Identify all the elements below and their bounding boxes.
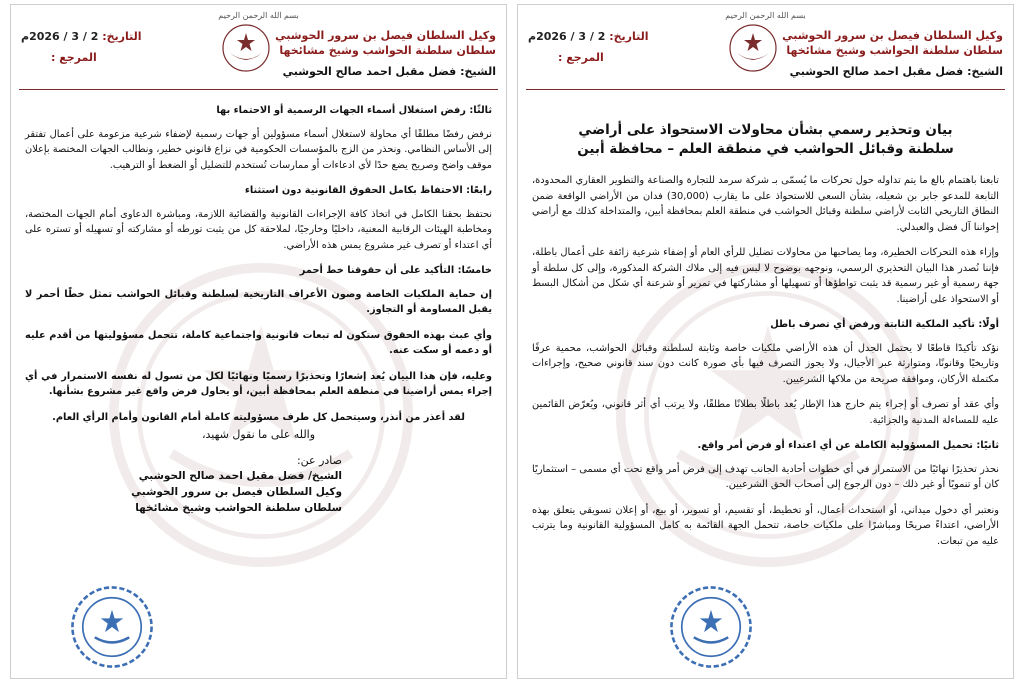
title-line-1: بيان وتحذير رسمي بشأن محاولات الاستحواذ على أراضي — [578, 122, 953, 138]
official-stamp-icon — [668, 584, 754, 670]
paragraph: وإزاء هذه التحركات الخطيرة، وما يصاحبها من محاولات تضليل للرأي العام أو إضفاء شرعية زائفة على أعمال باطلة، فإننا نُصدر هذا البيان التحذيري الرسمي، ونوجهه بوضوح لا لبس فيه إلى ملاك الشركة المذكورة، وإلى كل سلطة أو جهة رسمية أو غير رسمية قد يثبت تواطؤها أو تسهيلها أو مشاركتها في تمرير أو شرعنة أي شكل من أشكال البسط أو الاستحواذ على أراضينا. — [532, 247, 999, 305]
paragraph: وأي عقد أو تصرف أو إجراء يتم خارج هذا الإطار يُعد باطلًا بطلانًا مطلقًا، ولا يرتب أي أثر قانوني، ويُعرّض القائمين عليه للمساءلة المدنية والجزائية. — [532, 399, 999, 426]
statement-title — [532, 121, 999, 159]
letterhead — [11, 5, 506, 87]
signature-line: الشيخ/ فضل مقبل احمد صالح الحوشبي — [138, 470, 342, 482]
dagger-star-logo-icon — [221, 23, 271, 73]
paragraph: نحتفظ بحقنا الكامل في اتخاذ كافة الإجراءات القانونية والقضائية اللازمة، ومباشرة الدعاوى أمام الجهات المختصة، ومخاطبة الهيئات الرقابية المعنية، داخليًا وخارجيًا، لملاحقة كل من يثبت تورطه أو مشاركته أو تسهيله أو تستره على أي اعتداء أو تصرف غير مشروع يمس هذه الأراضي. — [25, 208, 492, 251]
paragraph: إن حماية الملكيات الخاصة وصون الأعراف التاريخية لسلطنة وقبائل الحواشب تمثل خطًا أحمر لا يقبل المساومة أو التجاوز. — [25, 288, 492, 315]
paragraph: تابعنا باهتمام بالغ ما يتم تداوله حول تحركات ما يُسمّى بـ شركة سرمد للتجارة والصناعة والتطوير العقاري المحدودة، التابعة للمدعو جابر بن شعيله، بشأن السعي للاستحواذ على ما يقارب (30,000) فدان من الأراضي الواقعة ضمن النطاق التاريخي الثابت لأراضي سلطنة وقبائل الحواشب في منطقة العلم بمحافظة أبين، والمتداخلة كذلك مع أراضي إخواننا آل فضل والعبدلي. — [532, 175, 999, 233]
reference-field: المرجع : — [51, 51, 97, 64]
section-heading: أولًا: تأكيد الملكية الثابتة ورفض أي تصرف باطل — [770, 319, 999, 330]
signature-line: وكيل السلطان فيصل بن سرور الحوشبي — [131, 486, 342, 498]
official-stamp-icon — [69, 584, 155, 670]
header-divider — [526, 89, 1005, 90]
paragraph: وعليه، فإن هذا البيان يُعد إشعارًا وتحذيرًا رسميًا ونهائيًا لكل من تسول له نفسه الاستمرار في أي إجراء يمس أراضينا في منطقة العلم بمحافظة أبين، أو يحاول فرض واقع غير مشروع بشأنها. — [25, 370, 492, 397]
paragraph: نرفض رفضًا مطلقًا أي محاولة لاستغلال أسماء مسؤولين أو جهات رسمية لإضفاء شرعية مزعومة على أعمال تفتقر إلى الأساس النظامي. ونحذر من الزج بالمؤسسات الحكومية في نزاع قانوني خطير، ونطالب الجهات المختصة بإعلان موقف واضح وصريح يضع حدًا لأي ادعاءات أو ممارسات تُستخدم للتضليل أو الضغط أو الترهيب. — [25, 128, 492, 171]
paragraph: نؤكد تأكيدًا قاطعًا لا يحتمل الجدل أن هذه الأراضي ملكيات خاصة وثابتة لسلطنة وقبائل الحواشب، محمية عرفًا وتاريخيًا وقانونًا، ومتوارثة عبر الأجيال، ولا يجوز التصرف فيها بأي صورة كانت دون سند قانوني صحيح، وإجراءات مكتملة الأركان، وموافقة صريحة من ملاكها الشرعيين. — [532, 342, 999, 385]
section-heading: ثانيًا: تحميل المسؤولية الكاملة عن أي اعتداء أو فرض أمر واقع. — [697, 440, 999, 451]
dagger-star-logo-icon — [728, 23, 778, 73]
date-field: التاريخ: 2 / 3 / 2026م — [21, 30, 142, 43]
title-line-2: سلطنة وقبائل الحواشب في منطقة العلم – محافظة أبين — [577, 141, 954, 157]
paragraph: وأي عبث بهذه الحقوق ستكون له تبعات قانونية واجتماعية كاملة، تتحمل مسؤوليتها من أقدم عليه أو دعمه أو سكت عنه. — [25, 329, 492, 356]
section-heading: خامسًا: التأكيد على أن حقوقنا خط أحمر — [299, 265, 492, 276]
section-heading: رابعًا: الاحتفاظ بكامل الحقوق القانونية دون استثناء — [244, 185, 492, 196]
reference-field: المرجع : — [558, 51, 604, 64]
letterhead-line-1: وكيل السلطان فيصل بن سرور الحوشبي — [275, 29, 496, 42]
header-divider — [19, 89, 498, 90]
document-body — [532, 115, 999, 559]
date-field: التاريخ: 2 / 3 / 2026م — [528, 30, 649, 43]
letterhead-line-2: سلطان سلطنة الحواشب وشيخ مشائخها — [786, 44, 1003, 57]
signature-line: سلطان سلطنة الحواشب وشيخ مشائخها — [135, 502, 342, 514]
document-body — [25, 103, 492, 516]
paragraph: ونعتبر أي دخول ميداني، أو استحداث أعمال، أو تخطيط، أو تقسيم، أو تسوير، أو بيع، أو إعلان تسويقي يتعلق بهذه الأراضي، اعتداءً صريحًا ومباشرًا على ملكيات خاصة، تتحمل الجهة القائمة به كامل المسؤولية القانونية وما يترتب عليه من تبعات. — [532, 504, 999, 547]
document-page-1 — [517, 4, 1014, 679]
paragraph: نحذر تحذيرًا نهائيًا من الاستمرار في أي خطوات أحادية الجانب تهدف إلى فرض أمر واقع تحت أي مسمى – استثماريًا كان أو تنمويًا أو غير ذلك – دون الرجوع إلى أصحاب الحق الشرعيين. — [532, 463, 999, 490]
letterhead-line-3: الشيخ: فضل مقبل احمد صالح الحوشبي — [282, 65, 496, 78]
signature-heading: صادر عن: — [296, 453, 342, 467]
letterhead — [518, 5, 1013, 87]
closing-oath: والله على ما نقول شهيد، — [201, 428, 316, 441]
letterhead-line-2: سلطان سلطنة الحواشب وشيخ مشائخها — [279, 44, 496, 57]
document-page-2 — [10, 4, 507, 679]
section-heading: ثالثًا: رفض استغلال أسماء الجهات الرسمية أو الاحتماء بها — [216, 105, 492, 116]
basmala: بسم الله الرحمن الرحيم — [725, 11, 806, 20]
letterhead-line-1: وكيل السلطان فيصل بن سرور الحوشبي — [782, 29, 1003, 42]
letterhead-line-3: الشيخ: فضل مقبل احمد صالح الحوشبي — [789, 65, 1003, 78]
basmala: بسم الله الرحمن الرحيم — [218, 11, 299, 20]
closing-statement: لقد أعذر من أنذر، وسيتحمل كل طرف مسؤوليته كاملة أمام القانون وأمام الرأي العام. — [52, 411, 465, 423]
signature-block — [25, 453, 492, 517]
